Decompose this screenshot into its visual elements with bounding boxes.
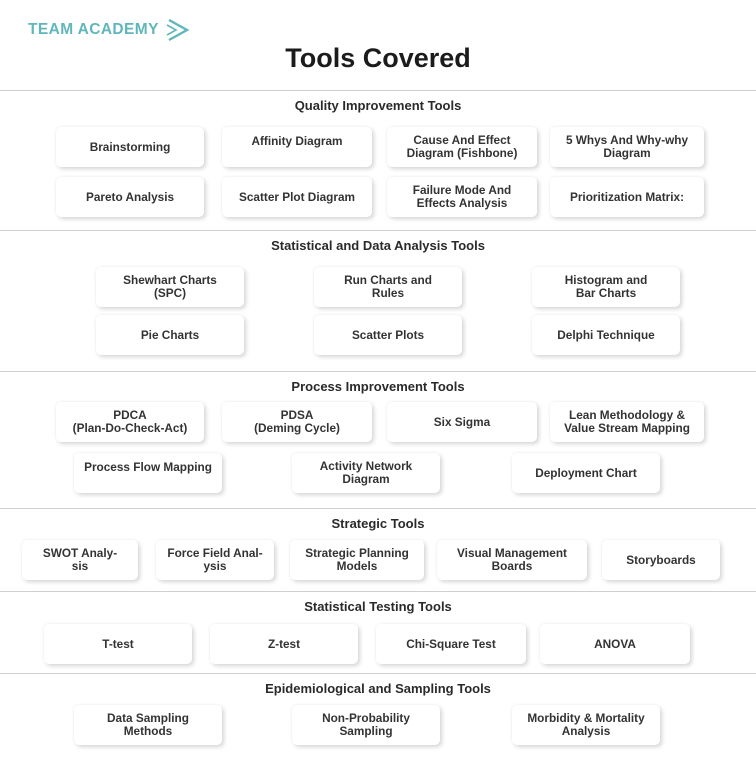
tool-card: Pareto Analysis (56, 177, 204, 217)
team-academy-logo (28, 18, 191, 42)
section-title: Epidemiological and Sampling Tools (265, 681, 491, 696)
tool-card: Z-test (210, 624, 358, 664)
tool-card: Process Flow Mapping (74, 453, 222, 493)
logo-text: TEAM ACADEMY (28, 21, 159, 38)
tool-card: Histogram and Bar Charts (532, 267, 680, 307)
tool-card: Six Sigma (387, 402, 537, 442)
tool-card: Force Field Anal- ysis (156, 540, 274, 580)
section-quality-improvement (0, 90, 756, 231)
tool-card: Failure Mode And Effects Analysis (387, 177, 537, 217)
tool-card: Cause And Effect Diagram (Fishbone) (387, 127, 537, 167)
tool-card: Lean Methodology & Value Stream Mapping (550, 402, 704, 442)
tool-card: PDSA (Deming Cycle) (222, 402, 372, 442)
tool-card: Run Charts and Rules (314, 267, 462, 307)
tool-card: 5 Whys And Why-why Diagram (550, 127, 704, 167)
section-strategic (0, 508, 756, 592)
section-title: Quality Improvement Tools (294, 98, 462, 113)
tool-card: ANOVA (540, 624, 690, 664)
tool-card: Shewhart Charts (SPC) (96, 267, 244, 307)
tool-card: Strategic Planning Models (290, 540, 424, 580)
section-title: Strategic Tools (331, 516, 425, 531)
tool-card: Brainstorming (56, 127, 204, 167)
tool-card: PDCA (Plan-Do-Check-Act) (56, 402, 204, 442)
tool-card: Pie Charts (96, 315, 244, 355)
tool-card: Deployment Chart (512, 453, 660, 493)
tool-card: Data Sampling Methods (74, 705, 222, 745)
tool-card: Delphi Technique (532, 315, 680, 355)
tool-card: Scatter Plots (314, 315, 462, 355)
tool-card: Activity Network Diagram (292, 453, 440, 493)
section-statistical-testing (0, 591, 756, 674)
page-title: Tools Covered (285, 43, 471, 73)
section-statistical-data-analysis (0, 230, 756, 372)
section-title: Statistical Testing Tools (304, 599, 452, 614)
tool-card: Storyboards (602, 540, 720, 580)
section-title: Statistical and Data Analysis Tools (271, 238, 485, 253)
section-process-improvement (0, 371, 756, 509)
tool-card: Chi-Square Test (376, 624, 526, 664)
section-epidemiological-sampling (0, 673, 756, 757)
arrow-chevron-icon (165, 18, 191, 42)
tool-card: T-test (44, 624, 192, 664)
tool-card: Non-Probability Sampling (292, 705, 440, 745)
tool-card: Morbidity & Mortality Analysis (512, 705, 660, 745)
tool-card: Scatter Plot Diagram (222, 177, 372, 217)
tool-card: Affinity Diagram (222, 127, 372, 167)
tool-card: Prioritization Matrix: (550, 177, 704, 217)
tool-card: Visual Management Boards (437, 540, 587, 580)
tool-card: SWOT Analy- sis (22, 540, 138, 580)
section-title: Process Improvement Tools (291, 379, 465, 394)
